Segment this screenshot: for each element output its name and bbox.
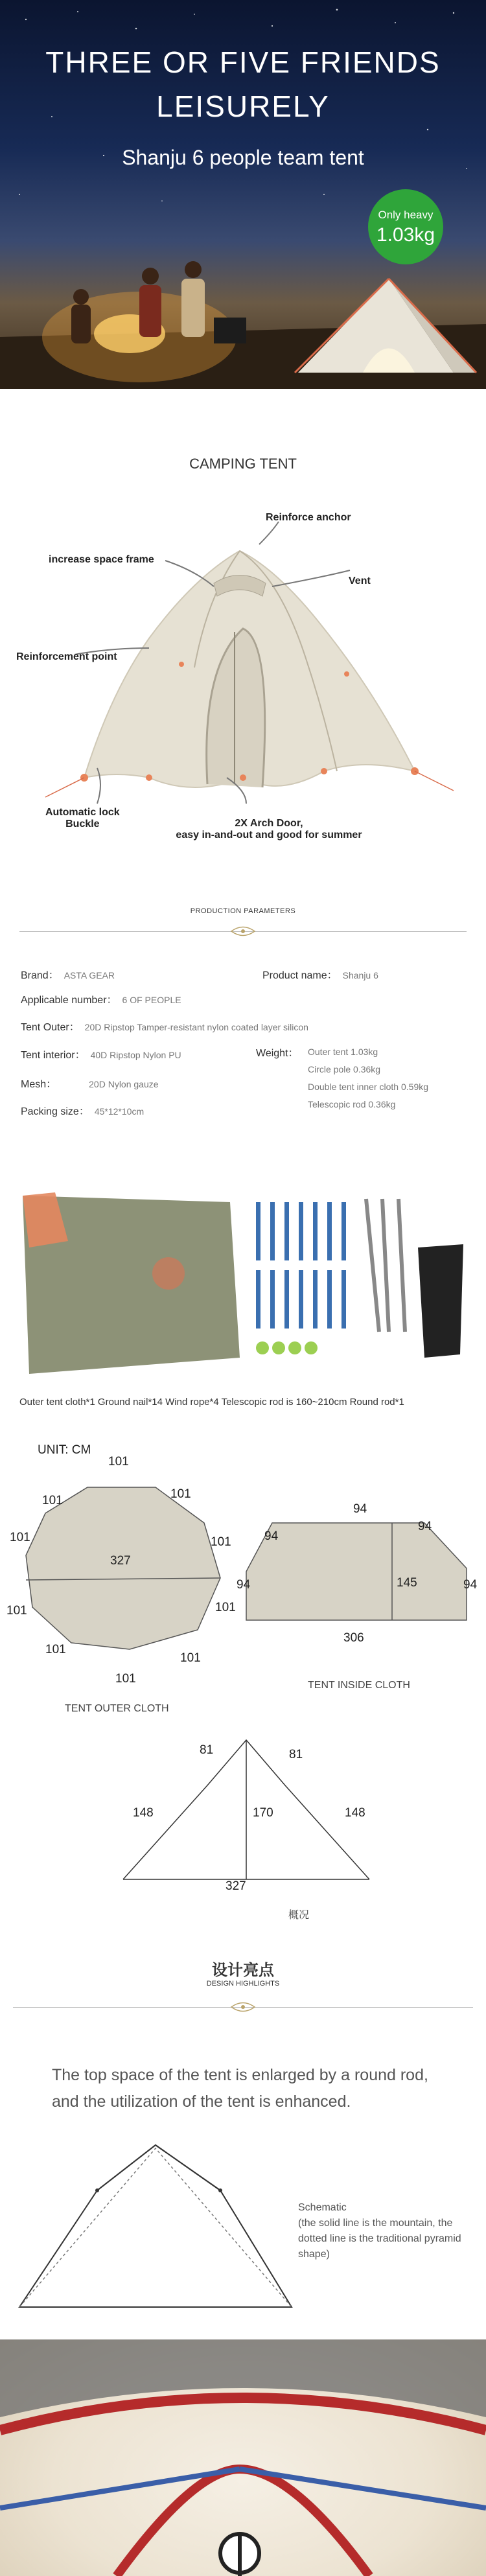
- outer-side-bottom: 101: [115, 1672, 136, 1686]
- schematic-note: Schematic (the solid line is the mountain, the dotted line is the traditional pyramid shape): [298, 2202, 461, 2260]
- inside-base: 306: [343, 1631, 364, 1645]
- overview-slope-right: 148: [345, 1806, 365, 1820]
- outer-side-top: 101: [108, 1455, 129, 1468]
- inside-caption: TENT INSIDE CLOTH: [308, 1680, 410, 1691]
- label-reinforce-anchor: Reinforce anchor: [266, 512, 351, 523]
- hero-subtitle: Shanju 6 people team tent: [122, 146, 364, 169]
- param-applicable: [21, 992, 181, 1006]
- outer-side-lower-right: 101: [215, 1601, 236, 1614]
- product-value: Shanju 6: [342, 970, 378, 981]
- hero-title: [0, 40, 486, 128]
- outer-side-lower-left: 101: [6, 1604, 27, 1618]
- param-brand: [21, 967, 115, 982]
- hero-title-line2: LEISURELY: [156, 89, 330, 123]
- dimension-drawings: [0, 1465, 486, 1653]
- label-increase-space: increase space frame: [49, 554, 154, 565]
- param-mesh: [21, 1076, 159, 1091]
- overview-slope-left: 148: [133, 1806, 154, 1820]
- param-product: [262, 967, 378, 982]
- accessories-caption: Outer tent cloth*1 Ground nail*14 Wind rope*4 Telescopic rod is 160~210cm Round rod*1: [19, 1397, 404, 1408]
- design-title-cn: 设计亮点: [212, 1962, 274, 1979]
- weight-telescopic: Telescopic rod 0.36kg: [308, 1099, 396, 1109]
- inside-left: 94: [237, 1578, 251, 1592]
- outer-caption: TENT OUTER CLOTH: [65, 1703, 169, 1714]
- weight-badge: [368, 189, 443, 264]
- outer-side-left: 101: [10, 1531, 30, 1544]
- inside-top: 94: [353, 1502, 367, 1516]
- ornament-icon: [230, 924, 256, 938]
- applicable-label: Applicable number：: [21, 995, 117, 1006]
- outer-side-bottom-left: 101: [45, 1643, 66, 1656]
- param-packing: [21, 1103, 144, 1118]
- label-auto-lock-line2: Buckle: [65, 818, 100, 830]
- hero-banner: [0, 0, 486, 389]
- inside-height: 145: [397, 1576, 417, 1590]
- outer-side-upper-left: 101: [42, 1494, 63, 1507]
- applicable-value: 6 OF PEOPLE: [122, 995, 181, 1005]
- unit-label: UNIT: CM: [38, 1443, 91, 1457]
- hero-title-line1: THREE OR FIVE FRIENDS: [45, 45, 441, 79]
- interior-illustration: [0, 2339, 486, 2576]
- overview-top-left: 81: [200, 1743, 214, 1757]
- interior-label: Tent interior：: [21, 1050, 86, 1061]
- overview-base: 327: [226, 1879, 246, 1893]
- interior-value: 40D Ripstop Nylon PU: [90, 1050, 181, 1060]
- inside-right: 94: [463, 1578, 478, 1592]
- label-reinforcement-point: Reinforcement point: [16, 651, 117, 662]
- outer-label: Tent Outer：: [21, 1022, 80, 1033]
- badge-line1: Only heavy: [378, 209, 434, 221]
- mesh-label: Mesh：: [21, 1079, 57, 1090]
- tent-interior-photo: [0, 2339, 486, 2576]
- label-arch-line2: easy in-and-out and good for summer: [176, 830, 362, 841]
- overview-drawing: [117, 1734, 376, 1889]
- weight-label: Weight：: [256, 1048, 299, 1059]
- brand-label: Brand：: [21, 970, 59, 981]
- overview-caption: 概况: [288, 1910, 310, 1921]
- label-arch-line1: 2X Arch Door,: [235, 818, 303, 829]
- outer-value: 20D Ripstop Tamper-resistant nylon coated layer silicon: [84, 1022, 308, 1032]
- label-auto-lock-line1: Automatic lock: [45, 807, 120, 818]
- outer-side-right: 101: [211, 1535, 231, 1549]
- param-interior: [21, 1047, 181, 1062]
- outer-diameter: 327: [110, 1554, 131, 1568]
- inside-right-slope: 94: [418, 1520, 432, 1533]
- outer-side-upper-right: 101: [170, 1487, 191, 1501]
- inside-left-slope: 94: [264, 1529, 279, 1543]
- overview-top-right: 81: [289, 1748, 303, 1761]
- product-label: Product name：: [262, 970, 338, 981]
- label-vent: Vent: [349, 575, 371, 586]
- accessories-photo: [16, 1189, 470, 1377]
- design-body: The top space of the tent is enlarged by a round rod, and the utilization of the tent is enhanced.: [52, 2066, 428, 2111]
- params-title: PRODUCTION PARAMETERS: [190, 907, 296, 915]
- camping-tent-title: CAMPING TENT: [189, 456, 297, 472]
- packing-label: Packing size：: [21, 1106, 89, 1117]
- weight-inner: Double tent inner cloth 0.59kg: [308, 1082, 429, 1092]
- param-outer: [21, 1019, 308, 1034]
- label-arch-door: [172, 818, 366, 841]
- ornament-icon: [230, 2000, 256, 2014]
- packing-value: 45*12*10cm: [94, 1106, 145, 1117]
- mesh-value: 20D Nylon gauze: [89, 1079, 159, 1089]
- badge-line2: 1.03kg: [376, 224, 435, 246]
- brand-value: ASTA GEAR: [64, 970, 115, 981]
- outer-side-bottom-right: 101: [180, 1651, 201, 1665]
- schematic-drawing: [13, 2139, 298, 2320]
- label-auto-lock: [45, 807, 120, 830]
- design-title-en: DESIGN HIGHLIGHTS: [206, 1980, 280, 1988]
- weight-outer: Outer tent 1.03kg: [308, 1047, 378, 1057]
- overview-height: 170: [253, 1806, 273, 1820]
- weight-circle-pole: Circle pole 0.36kg: [308, 1064, 381, 1074]
